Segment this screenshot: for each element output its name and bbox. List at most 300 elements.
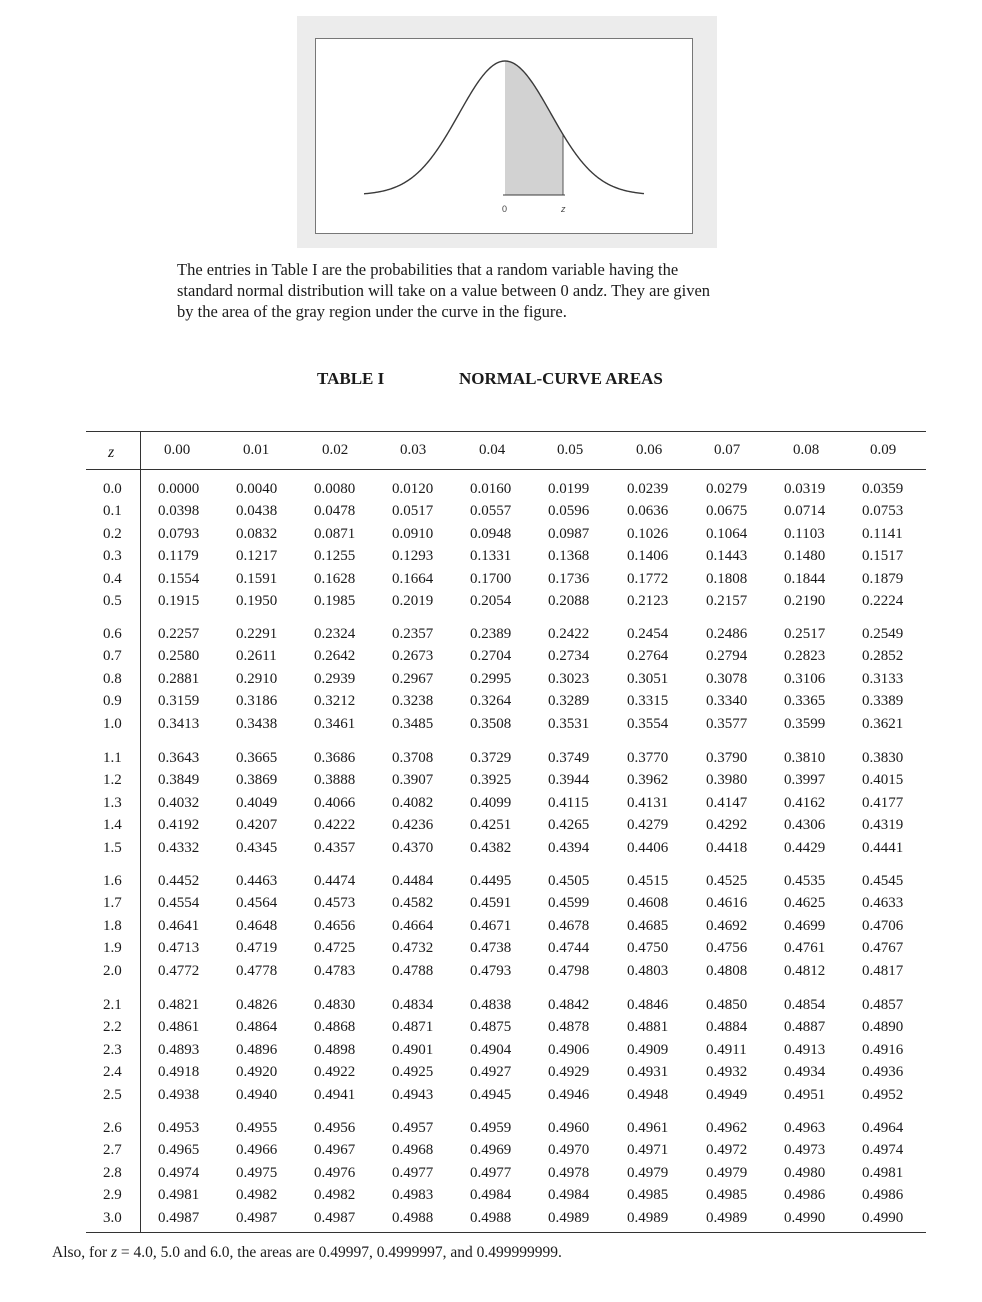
table-cell: 0.2357 <box>392 626 434 642</box>
normal-curve-figure <box>315 38 693 234</box>
table-cell: 0.4115 <box>548 794 589 811</box>
table-cell: 0.4850 <box>706 997 748 1013</box>
table-cell: 0.0948 <box>470 525 512 542</box>
table-cell: 0.2054 <box>470 593 512 609</box>
row-z-label: 1.6 <box>103 873 122 889</box>
table-cell: 0.4812 <box>784 962 826 979</box>
table-cell: 0.4951 <box>784 1086 826 1103</box>
table-cell: 0.2734 <box>548 648 590 665</box>
table-cell: 0.4279 <box>627 817 669 834</box>
table-cell: 0.4987 <box>158 1209 200 1226</box>
table-cell: 0.2764 <box>627 648 669 665</box>
table-cell: 0.2910 <box>236 670 278 687</box>
table-cell: 0.4868 <box>314 1019 356 1036</box>
table-cell: 0.4192 <box>158 817 200 834</box>
table-cell: 0.2549 <box>862 626 904 642</box>
table-cell: 0.0319 <box>784 481 826 497</box>
table-cell: 0.4988 <box>392 1209 434 1226</box>
table-cell: 0.4382 <box>470 839 512 856</box>
table-cell: 0.2995 <box>470 670 512 687</box>
table-cell: 0.3708 <box>392 750 434 766</box>
table-cell: 0.3810 <box>784 750 826 766</box>
table-cell: 0.0398 <box>158 503 200 520</box>
table-cell: 0.1368 <box>548 548 590 565</box>
table-cell: 0.3997 <box>784 772 826 789</box>
row-z-label: 2.9 <box>103 1187 122 1204</box>
table-cell: 0.0040 <box>236 481 278 497</box>
table-cell: 0.3665 <box>236 750 278 766</box>
row-z-label: 0.7 <box>103 648 122 665</box>
table-cell: 0.4699 <box>784 917 826 934</box>
table-cell: 0.3869 <box>236 772 278 789</box>
table-cell: 0.0753 <box>862 503 904 520</box>
table-cell: 0.4927 <box>470 1064 512 1081</box>
table-cell: 0.4967 <box>314 1142 356 1159</box>
table-cell: 0.4989 <box>706 1209 748 1226</box>
table-cell: 0.4306 <box>784 817 826 834</box>
table-cell: 0.4986 <box>862 1187 904 1204</box>
table-cell: 0.4573 <box>314 895 356 912</box>
table-cell: 0.2019 <box>392 593 434 609</box>
table-cell: 0.1517 <box>862 548 904 565</box>
table-cell: 0.3389 <box>862 693 904 710</box>
table-cell: 0.3531 <box>548 715 590 732</box>
table-cell: 0.4976 <box>314 1164 356 1181</box>
table-cell: 0.4049 <box>236 794 278 811</box>
table-cell: 0.3944 <box>548 772 590 789</box>
table-cell: 0.4922 <box>314 1064 356 1081</box>
table-cell: 0.1915 <box>158 593 200 609</box>
table-cell: 0.4846 <box>627 997 669 1013</box>
table-cell: 0.0557 <box>470 503 512 520</box>
table-cell: 0.4783 <box>314 962 356 979</box>
column-header-0.00: 0.00 <box>164 442 191 458</box>
table-cell: 0.3577 <box>706 715 748 732</box>
table-cell: 0.3106 <box>784 670 826 687</box>
table-cell: 0.1443 <box>706 548 748 565</box>
row-z-label: 2.0 <box>103 962 122 979</box>
table-cell: 0.4803 <box>627 962 669 979</box>
table-cell: 0.4975 <box>236 1164 278 1181</box>
table-cell: 0.4938 <box>158 1086 200 1103</box>
table-cell: 0.4959 <box>470 1120 512 1136</box>
row-z-label: 3.0 <box>103 1209 122 1226</box>
table-cell: 0.3159 <box>158 693 200 710</box>
table-cell: 0.0359 <box>862 481 904 497</box>
row-z-label: 2.7 <box>103 1142 122 1159</box>
table-cell: 0.4979 <box>627 1164 669 1181</box>
caption-z: z <box>596 281 604 300</box>
table-cell: 0.3438 <box>236 715 278 732</box>
table-cell: 0.4441 <box>862 839 904 856</box>
table-cell: 0.1255 <box>314 548 356 565</box>
table-cell: 0.0832 <box>236 525 278 542</box>
row-z-label: 1.4 <box>103 817 122 834</box>
table-cell: 0.4946 <box>548 1086 590 1103</box>
row-z-label: 0.9 <box>103 693 122 710</box>
table-cell: 0.0793 <box>158 525 200 542</box>
table-cell: 0.2486 <box>706 626 748 642</box>
table-cell: 0.4854 <box>784 997 826 1013</box>
normal-curve-svg <box>316 39 694 235</box>
caption-line-2 <box>177 280 837 301</box>
table-cell: 0.4099 <box>470 794 512 811</box>
table-cell: 0.2704 <box>470 648 512 665</box>
table-cell: 0.4981 <box>158 1187 200 1204</box>
table-cell: 0.4222 <box>314 817 356 834</box>
table-cell: 0.4968 <box>392 1142 434 1159</box>
table-cell: 0.4066 <box>314 794 356 811</box>
table-cell: 0.4564 <box>236 895 278 912</box>
table-cell: 0.4986 <box>784 1187 826 1204</box>
table-cell: 0.4591 <box>470 895 512 912</box>
column-header-0.06: 0.06 <box>636 442 663 458</box>
table-cell: 0.4788 <box>392 962 434 979</box>
table-cell: 0.4960 <box>548 1120 590 1136</box>
table-cell: 0.1808 <box>706 570 748 587</box>
table-cell: 0.1664 <box>392 570 434 587</box>
table-cell: 0.4963 <box>784 1120 826 1136</box>
table-cell: 0.4251 <box>470 817 512 834</box>
table-cell: 0.4864 <box>236 1019 278 1036</box>
table-cell: 0.4890 <box>862 1019 904 1036</box>
row-z-label: 1.0 <box>103 715 122 732</box>
table-cell: 0.4345 <box>236 839 278 856</box>
table-cell: 0.4972 <box>706 1142 748 1159</box>
row-z-label: 0.1 <box>103 503 122 520</box>
row-z-label: 0.8 <box>103 670 122 687</box>
table-cell: 0.4989 <box>548 1209 590 1226</box>
table-column-divider <box>140 431 141 1233</box>
caption-line-2-text: standard normal distribution will take on a value between 0 and <box>177 281 597 300</box>
table-cell: 0.2673 <box>392 648 434 665</box>
table-cell: 0.4962 <box>706 1120 748 1136</box>
table-cell: 0.1064 <box>706 525 748 542</box>
table-cell: 0.4948 <box>627 1086 669 1103</box>
table-cell: 0.4964 <box>862 1120 904 1136</box>
table-cell: 0.2454 <box>627 626 669 642</box>
table-cell: 0.4884 <box>706 1019 748 1036</box>
table-cell: 0.2088 <box>548 593 590 609</box>
table-cell: 0.3264 <box>470 693 512 710</box>
table-cell: 0.4821 <box>158 997 200 1013</box>
table-cell: 0.4692 <box>706 917 748 934</box>
table-cell: 0.0596 <box>548 503 590 520</box>
table-cell: 0.4641 <box>158 917 200 934</box>
row-z-label: 2.4 <box>103 1064 122 1081</box>
table-cell: 0.4778 <box>236 962 278 979</box>
table-cell: 0.4826 <box>236 997 278 1013</box>
table-description <box>177 259 837 322</box>
table-cell: 0.4929 <box>548 1064 590 1081</box>
table-cell: 0.4857 <box>862 997 904 1013</box>
table-cell: 0.4616 <box>706 895 748 912</box>
table-cell: 0.3643 <box>158 750 200 766</box>
table-cell: 0.4236 <box>392 817 434 834</box>
table-cell: 0.0438 <box>236 503 278 520</box>
table-cell: 0.1293 <box>392 548 434 565</box>
table-cell: 0.1217 <box>236 548 278 565</box>
table-cell: 0.3051 <box>627 670 669 687</box>
table-cell: 0.4898 <box>314 1041 356 1058</box>
table-cell: 0.4394 <box>548 839 590 856</box>
table-bottom-rule <box>86 1232 926 1233</box>
table-cell: 0.1736 <box>548 570 590 587</box>
table-cell: 0.4332 <box>158 839 200 856</box>
table-cell: 0.4861 <box>158 1019 200 1036</box>
table-cell: 0.4495 <box>470 873 512 889</box>
table-cell: 0.4916 <box>862 1041 904 1058</box>
table-cell: 0.2224 <box>862 593 904 609</box>
label-z: z <box>561 204 566 214</box>
table-cell: 0.4982 <box>236 1187 278 1204</box>
table-cell: 0.1700 <box>470 570 512 587</box>
row-z-label: 2.2 <box>103 1019 122 1036</box>
table-cell: 0.4936 <box>862 1064 904 1081</box>
footnote-suffix: = 4.0, 5.0 and 6.0, the areas are 0.49997, 0.4999997, and 0.499999999. <box>117 1244 562 1261</box>
table-cell: 0.4974 <box>862 1142 904 1159</box>
table-cell: 0.4966 <box>236 1142 278 1159</box>
table-cell: 0.3980 <box>706 772 748 789</box>
table-cell: 0.4744 <box>548 940 590 957</box>
table-cell: 0.0987 <box>548 525 590 542</box>
table-cell: 0.3830 <box>862 750 904 766</box>
row-z-label: 2.1 <box>103 997 122 1013</box>
table-cell: 0.4987 <box>314 1209 356 1226</box>
table-cell: 0.4767 <box>862 940 904 957</box>
table-cell: 0.4941 <box>314 1086 356 1103</box>
table-cell: 0.3770 <box>627 750 669 766</box>
table-cell: 0.2123 <box>627 593 669 609</box>
table-cell: 0.2611 <box>236 648 277 665</box>
row-z-label: 2.3 <box>103 1041 122 1058</box>
table-cell: 0.4265 <box>548 817 590 834</box>
table-cell: 0.4725 <box>314 940 356 957</box>
table-cell: 0.3133 <box>862 670 904 687</box>
table-cell: 0.3508 <box>470 715 512 732</box>
table-cell: 0.3849 <box>158 772 200 789</box>
table-cell: 0.1950 <box>236 593 278 609</box>
table-cell: 0.4875 <box>470 1019 512 1036</box>
table-cell: 0.4177 <box>862 794 904 811</box>
table-cell: 0.4978 <box>548 1164 590 1181</box>
table-cell: 0.4965 <box>158 1142 200 1159</box>
label-zero: 0 <box>502 204 508 214</box>
table-cell: 0.4984 <box>548 1187 590 1204</box>
row-z-label: 0.3 <box>103 548 122 565</box>
table-cell: 0.4949 <box>706 1086 748 1103</box>
table-cell: 0.4798 <box>548 962 590 979</box>
table-cell: 0.4648 <box>236 917 278 934</box>
table-cell: 0.4953 <box>158 1120 200 1136</box>
row-z-label: 1.3 <box>103 794 122 811</box>
table-cell: 0.0675 <box>706 503 748 520</box>
row-z-label: 1.8 <box>103 917 122 934</box>
table-cell: 0.4984 <box>470 1187 512 1204</box>
table-cell: 0.2291 <box>236 626 278 642</box>
table-cell: 0.4838 <box>470 997 512 1013</box>
table-cell: 0.4474 <box>314 873 356 889</box>
table-cell: 0.0714 <box>784 503 826 520</box>
table-cell: 0.4911 <box>706 1041 747 1058</box>
table-cell: 0.0120 <box>392 481 434 497</box>
table-cell: 0.4633 <box>862 895 904 912</box>
table-cell: 0.3485 <box>392 715 434 732</box>
table-cell: 0.4913 <box>784 1041 826 1058</box>
table-cell: 0.4952 <box>862 1086 904 1103</box>
table-cell: 0.4945 <box>470 1086 512 1103</box>
table-cell: 0.3023 <box>548 670 590 687</box>
table-cell: 0.2190 <box>784 593 826 609</box>
table-cell: 0.4719 <box>236 940 278 957</box>
table-cell: 0.3749 <box>548 750 590 766</box>
table-cell: 0.0160 <box>470 481 512 497</box>
table-cell: 0.4515 <box>627 873 669 889</box>
table-cell: 0.4418 <box>706 839 748 856</box>
table-cell: 0.3413 <box>158 715 200 732</box>
table-cell: 0.3289 <box>548 693 590 710</box>
table-cell: 0.3461 <box>314 715 356 732</box>
table-cell: 0.0478 <box>314 503 356 520</box>
table-cell: 0.4830 <box>314 997 356 1013</box>
row-z-label: 1.5 <box>103 839 122 856</box>
table-cell: 0.4554 <box>158 895 200 912</box>
table-cell: 0.4505 <box>548 873 590 889</box>
table-cell: 0.4881 <box>627 1019 669 1036</box>
table-cell: 0.4982 <box>314 1187 356 1204</box>
table-cell: 0.4974 <box>158 1164 200 1181</box>
table-cell: 0.4834 <box>392 997 434 1013</box>
table-cell: 0.4985 <box>627 1187 669 1204</box>
table-cell: 0.1026 <box>627 525 669 542</box>
table-cell: 0.3365 <box>784 693 826 710</box>
table-cell: 0.4871 <box>392 1019 434 1036</box>
table-cell: 0.2389 <box>470 626 512 642</box>
table-cell: 0.1406 <box>627 548 669 565</box>
table-cell: 0.4131 <box>627 794 669 811</box>
table-cell: 0.4932 <box>706 1064 748 1081</box>
table-cell: 0.4979 <box>706 1164 748 1181</box>
table-cell: 0.4842 <box>548 997 590 1013</box>
table-cell: 0.4808 <box>706 962 748 979</box>
table-cell: 0.0517 <box>392 503 434 520</box>
table-cell: 0.3729 <box>470 750 512 766</box>
table-cell: 0.3599 <box>784 715 826 732</box>
table-cell: 0.0871 <box>314 525 356 542</box>
table-cell: 0.4319 <box>862 817 904 834</box>
table-cell: 0.4484 <box>392 873 434 889</box>
table-cell: 0.1628 <box>314 570 356 587</box>
table-cell: 0.2257 <box>158 626 200 642</box>
table-cell: 0.4940 <box>236 1086 278 1103</box>
table-cell: 0.4292 <box>706 817 748 834</box>
bell-curve <box>364 61 644 194</box>
table-cell: 0.4082 <box>392 794 434 811</box>
row-z-label: 0.0 <box>103 481 122 497</box>
table-cell: 0.4664 <box>392 917 434 934</box>
table-cell: 0.2580 <box>158 648 200 665</box>
row-z-label: 1.7 <box>103 895 122 912</box>
table-cell: 0.0199 <box>548 481 590 497</box>
table-cell: 0.4599 <box>548 895 590 912</box>
table-cell: 0.2517 <box>784 626 826 642</box>
table-cell: 0.4977 <box>392 1164 434 1181</box>
table-cell: 0.4971 <box>627 1142 669 1159</box>
table-cell: 0.4906 <box>548 1041 590 1058</box>
table-cell: 0.3962 <box>627 772 669 789</box>
table-cell: 0.1879 <box>862 570 904 587</box>
table-cell: 0.4429 <box>784 839 826 856</box>
table-cell: 0.2967 <box>392 670 434 687</box>
row-z-label: 0.4 <box>103 570 122 587</box>
table-cell: 0.4732 <box>392 940 434 957</box>
table-cell: 0.1103 <box>784 525 825 542</box>
z-column-header: z <box>108 444 115 461</box>
table-cell: 0.4706 <box>862 917 904 934</box>
table-cell: 0.1844 <box>784 570 826 587</box>
table-cell: 0.2157 <box>706 593 748 609</box>
table-cell: 0.3315 <box>627 693 669 710</box>
table-top-rule <box>86 431 926 432</box>
table-cell: 0.4989 <box>627 1209 669 1226</box>
table-cell: 0.4015 <box>862 772 904 789</box>
table-cell: 0.4738 <box>470 940 512 957</box>
table-cell: 0.4918 <box>158 1064 200 1081</box>
table-cell: 0.4943 <box>392 1086 434 1103</box>
table-cell: 0.4608 <box>627 895 669 912</box>
table-cell: 0.2823 <box>784 648 826 665</box>
caption-line-3: by the area of the gray region under the curve in the figure. <box>177 302 567 321</box>
column-header-0.09: 0.09 <box>870 442 897 458</box>
table-cell: 0.1331 <box>470 548 512 565</box>
row-z-label: 0.6 <box>103 626 122 642</box>
table-cell: 0.3686 <box>314 750 356 766</box>
table-header-rule <box>86 469 926 470</box>
table-cell: 0.2794 <box>706 648 748 665</box>
row-z-label: 1.1 <box>103 750 122 766</box>
table-cell: 0.3078 <box>706 670 748 687</box>
table-cell: 0.4955 <box>236 1120 278 1136</box>
table-cell: 0.4713 <box>158 940 200 957</box>
footnote <box>52 1244 562 1262</box>
table-cell: 0.2939 <box>314 670 356 687</box>
table-cell: 0.2324 <box>314 626 356 642</box>
table-cell: 0.4957 <box>392 1120 434 1136</box>
table-cell: 0.4981 <box>862 1164 904 1181</box>
table-cell: 0.4761 <box>784 940 826 957</box>
table-cell: 0.3888 <box>314 772 356 789</box>
table-cell: 0.3925 <box>470 772 512 789</box>
table-cell: 0.0000 <box>158 481 200 497</box>
table-cell: 0.4793 <box>470 962 512 979</box>
table-cell: 0.1179 <box>158 548 199 565</box>
table-cell: 0.1480 <box>784 548 826 565</box>
table-cell: 0.4931 <box>627 1064 669 1081</box>
table-cell: 0.3212 <box>314 693 356 710</box>
row-z-label: 2.5 <box>103 1086 122 1103</box>
table-cell: 0.4973 <box>784 1142 826 1159</box>
footnote-z: z <box>110 1244 118 1261</box>
table-cell: 0.4893 <box>158 1041 200 1058</box>
table-cell: 0.2852 <box>862 648 904 665</box>
table-cell: 0.4896 <box>236 1041 278 1058</box>
table-cell: 0.4207 <box>236 817 278 834</box>
table-cell: 0.4162 <box>784 794 826 811</box>
column-header-0.03: 0.03 <box>400 442 427 458</box>
table-cell: 0.0636 <box>627 503 669 520</box>
caption-line-1: The entries in Table I are the probabilities that a random variable having the <box>177 260 679 279</box>
table-cell: 0.2642 <box>314 648 356 665</box>
